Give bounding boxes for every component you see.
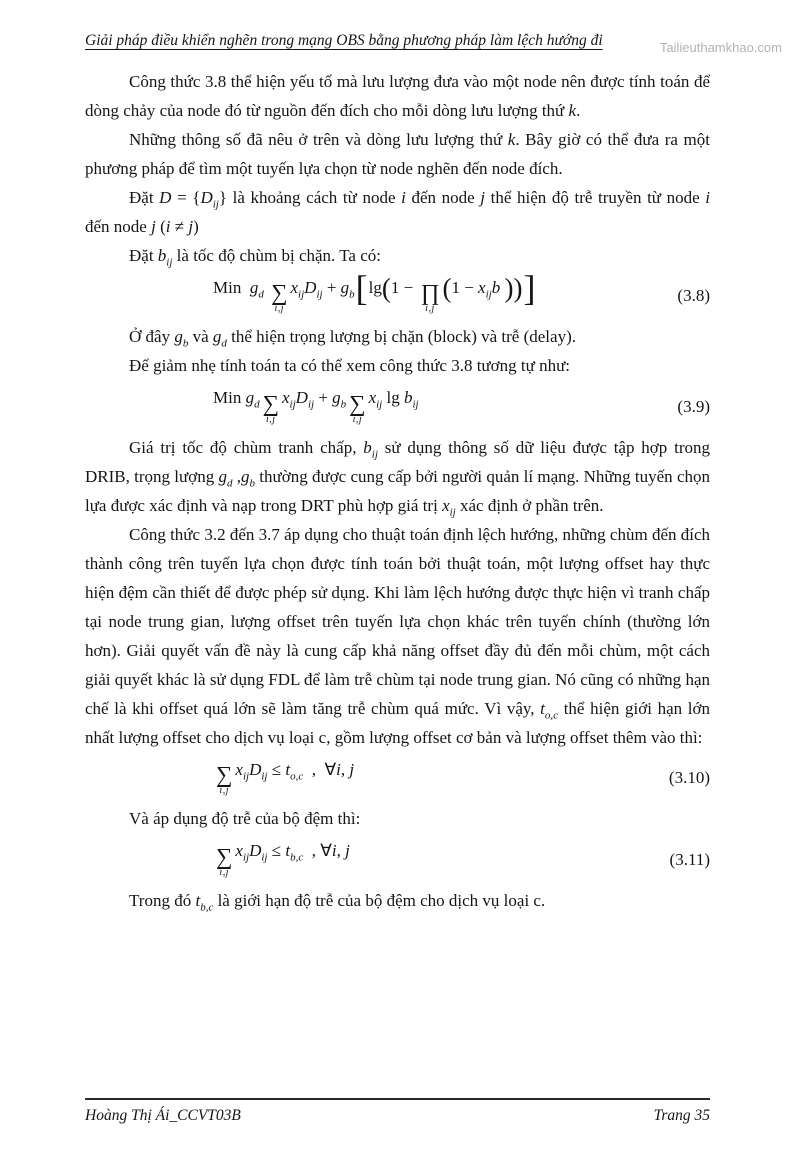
- page-header: [85, 32, 710, 53]
- page-footer: [85, 1098, 710, 1125]
- paragraph: Ở đây $g_b$ và $g_d$ thể hiện trọng lượng bị chặn (block) và trễ (delay).: [129, 327, 576, 350]
- watermark: Tailieuthamkhao.com: [659, 40, 782, 55]
- paragraph: Trong đó $t_{b,c}$ là giới hạn độ trễ của bộ đệm cho dịch vụ loại c.: [129, 890, 546, 913]
- equation-body: Min $g_d$ ∑ i,j $x_{ij}D_{ij} + g_b[\lg(1$ − ∏ i,j ($1 - x_{ij}b$ ))]: [213, 267, 536, 315]
- big-operator: ∑ i,j: [271, 280, 288, 315]
- document-body: [85, 67, 710, 915]
- paragraph: Để giảm nhẹ tính toán ta có thể xem công thức 3.8 tương tự như:: [129, 356, 571, 376]
- equation-number: (3.9): [677, 396, 710, 416]
- big-operator: ∑ i,j: [262, 390, 279, 425]
- paragraph: Đặt $D = \{D_{ij}\}$ là khoảng cách từ node i đến node j thể hiện độ trễ truyền từ node i đến node j (i ≠ j): [85, 187, 711, 236]
- equation-body: ∑ i,j $x_{ij}D_{ij} \le t_{o,c}$ , ∀i, j: [216, 759, 355, 797]
- paragraph: Đặt $b_{ij}$ là tốc độ chùm bị chặn. Ta có:: [129, 245, 381, 268]
- footer-author: Hoàng Thị Ái_CCVT03B: [85, 1107, 241, 1124]
- equation: [85, 267, 710, 315]
- paragraph: Giá trị tốc độ chùm tranh chấp, $b_{ij}$ sử dụng thông số dữ liệu được tập hợp trong DRIB, trọng lượng $g_d$ $,g_b$ thường được cung cấp bởi người quản lí mạng. Những tuyến chọn lựa được xác định và nạp trong DRT phù hợp giá trị $x_{ij}$ xác định ở phần trên.: [85, 437, 711, 518]
- header-title: Giải pháp điều khiển nghẽn trong mạng OBS bằng phương pháp làm lệch hướng đi: [85, 32, 603, 49]
- equation-number: (3.10): [668, 768, 710, 788]
- equation-number: (3.11): [669, 849, 710, 869]
- equation-number: (3.8): [677, 286, 710, 306]
- equation: [85, 841, 710, 877]
- equation: [85, 760, 710, 796]
- big-operator: ∑ i,j: [349, 390, 366, 425]
- paragraph: Công thức 3.8 thể hiện yếu tố mà lưu lượng đưa vào một node nên được tính toán để dòng chảy của node đó từ nguồn đến đích cho mỗi dòng lưu lượng thứ k.: [85, 71, 710, 120]
- equation-body: Min $g_d$ ∑ i,j $x_{ij}D_{ij} + g_b$ ∑ i,j $x_{ij}$ $\lg b_{ij}$: [213, 388, 419, 425]
- equation-body: ∑ i,j $x_{ij}D_{ij} \le t_{b,c}$ , ∀i, j: [216, 841, 350, 878]
- big-operator: ∑ i,j: [216, 843, 233, 878]
- big-operator: ∑ i,j: [216, 762, 233, 797]
- paragraph: Những thông số đã nêu ở trên và dòng lưu lượng thứ k. Bây giờ có thể đưa ra một phương pháp để tìm một tuyến lựa chọn từ node nghẽn đến node đích.: [85, 129, 711, 178]
- equation: [85, 388, 710, 424]
- footer-page-number: Trang 35: [653, 1107, 710, 1124]
- big-operator: ∏ i,j: [420, 280, 440, 315]
- paragraph: Công thức 3.2 đến 3.7 áp dụng cho thuật toán định lệch hướng, những chùm đến đích thành công trên tuyến lựa chọn được tính toán bởi thuật toán, một lượng offset hay thực hiện đệm cần thiết để được phép sử dụng. Khi làm lệch hướng được thực hiện vì tranh chấp tại node trung gian, lượng offset trên tuyến lựa chọn khác trên tuyến chính (thường lớn hơn). Giải quyết vấn đề này là cung cấp khả năng offset đầy đủ đến mỗi chùm, một cách giải quyết khác là sử dụng FDL để làm trễ chùm tại node trung gian. Nó cũng có những hạn chế là khi offset quá lớn sẽ làm tăng trễ chùm quá mức. Vì vậy, $t_{o,c}$ thể hiện giới hạn lớn nhất lượng offset cho dịch vụ loại c, gồm lượng offset cơ bản và lượng offset thêm vào thì:: [85, 524, 711, 747]
- paragraph: Và áp dụng độ trễ của bộ đệm thì:: [129, 809, 361, 829]
